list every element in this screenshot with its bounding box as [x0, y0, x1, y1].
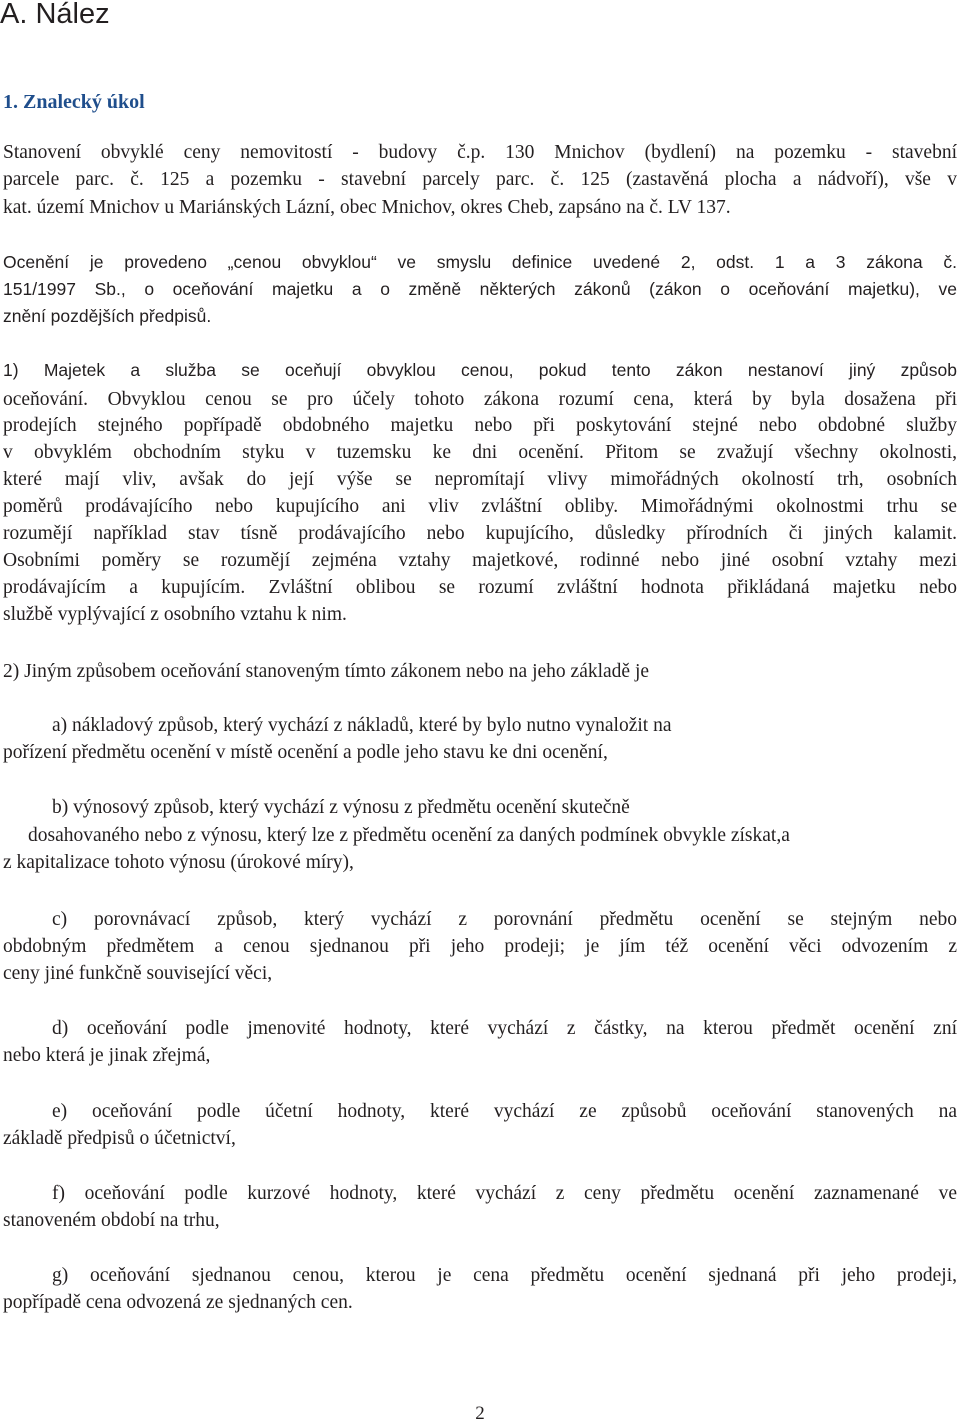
task-subheading: 1. Znalecký úkol: [3, 91, 145, 113]
definition-line: Ocenění je provedeno „cenou obvyklou“ ve smyslu definice uvedené 2, odst. 1 a 3 zákona č.: [3, 252, 957, 272]
item-e-line: základě předpisů o účetnictví,: [3, 1128, 236, 1149]
para1-line: rozumějí například stav tísně prodávajícího nebo kupujícího, důsledky přírodních či jiných kalamit.: [3, 523, 957, 544]
item-a-line: a) nákladový způsob, který vychází z nákladů, které by bylo nutno vynaložit na: [52, 715, 672, 736]
item-b-line: dosahovaného nebo z výnosu, který lze z předmětu ocenění za daných podmínek obvykle získat,a: [28, 825, 790, 846]
page-number: 2: [475, 1403, 485, 1424]
definition-line: 151/1997 Sb., o oceňování majetku a o změně některých zákonů (zákon o oceňování majetku), ve: [3, 279, 957, 299]
item-f-line: f) oceňování podle kurzové hodnoty, které vychází z ceny předmětu ocenění zaznamenané ve: [52, 1183, 957, 1204]
intro-line: Stanovení obvyklé ceny nemovitostí - budovy č.p. 130 Mnichov (bydlení) na pozemku - stavební: [3, 142, 957, 163]
item-a-line: pořízení předmětu ocenění v místě ocenění a podle jeho stavu ke dni ocenění,: [3, 742, 608, 763]
item-c-line: obdobným předmětem a cenou sjednanou při jeho prodeji; je jím též ocenění věci odvozením z: [3, 936, 957, 957]
section-heading: A. Nález: [0, 0, 110, 30]
para1-line: v obvyklém obchodním styku v tuzemsku ke dni ocenění. Přitom se zvažují všechny okolnosti,: [3, 442, 957, 463]
para1-line: prodávajícím a kupujícím. Zvláštní oblibou se rozumí zvláštní hodnota přikládaná majetku nebo: [3, 577, 957, 598]
para1-line: Osobními poměry se rozumějí zejména vztahy majetkové, rodinné nebo jiné osobní vztahy mezi: [3, 550, 957, 571]
para1-line: prodejích stejného popřípadě obdobného majetku nebo při poskytování stejné nebo obdobné služby: [3, 415, 957, 436]
item-f-line: stanoveném období na trhu,: [3, 1210, 220, 1231]
intro-line: parcele parc. č. 125 a pozemku - stavební parcely parc. č. 125 (zastavěná plocha a nádvoří), vše v: [3, 169, 957, 190]
item-b-line: z kapitalizace tohoto výnosu (úrokové míry),: [3, 852, 354, 873]
item-e-line: e) oceňování podle účetní hodnoty, které vychází ze způsobů oceňování stanovených na: [52, 1101, 957, 1122]
item-c-line: ceny jiné funkčně související věci,: [3, 963, 273, 984]
para1-line: oceňování. Obvyklou cenou se pro účely tohoto zákona rozumí cena, která by byla dosažena při: [3, 389, 957, 410]
para1-line: které mají vliv, avšak do její výše se nepromítají vlivy mimořádných okolností trh, osobních: [3, 469, 957, 490]
para1-line: 1) Majetek a služba se oceňují obvyklou cenou, pokud tento zákon nestanoví jiný způsob: [3, 360, 957, 380]
item-c-line: c) porovnávací způsob, který vychází z porovnání předmětu ocenění se stejným nebo: [52, 909, 957, 930]
para1-line: službě vyplývající z osobního vztahu k nim.: [3, 604, 347, 625]
para2-line: 2) Jiným způsobem oceňování stanoveným tímto zákonem nebo na jeho základě je: [3, 661, 650, 682]
para1-line: poměrů prodávajícího nebo kupujícího ani vliv zvláštní obliby. Mimořádnými okolnostmi trhu se: [3, 496, 957, 517]
item-d-line: d) oceňování podle jmenovité hodnoty, které vychází z částky, na kterou předmět ocenění zní: [52, 1018, 957, 1039]
item-d-line: nebo která je jinak zřejmá,: [3, 1045, 211, 1066]
item-b-line: b) výnosový způsob, který vychází z výnosu z předmětu ocenění skutečně: [52, 797, 630, 818]
item-g-line: g) oceňování sjednanou cenou, kterou je cena předmětu ocenění sjednaná při jeho prodeji,: [52, 1265, 957, 1286]
intro-line: kat. území Mnichov u Mariánských Lázní, obec Mnichov, okres Cheb, zapsáno na č. LV 137.: [3, 197, 731, 218]
definition-line: znění pozdějších předpisů.: [3, 306, 212, 326]
item-g-line: popřípadě cena odvozená ze sjednaných cen.: [3, 1292, 353, 1313]
